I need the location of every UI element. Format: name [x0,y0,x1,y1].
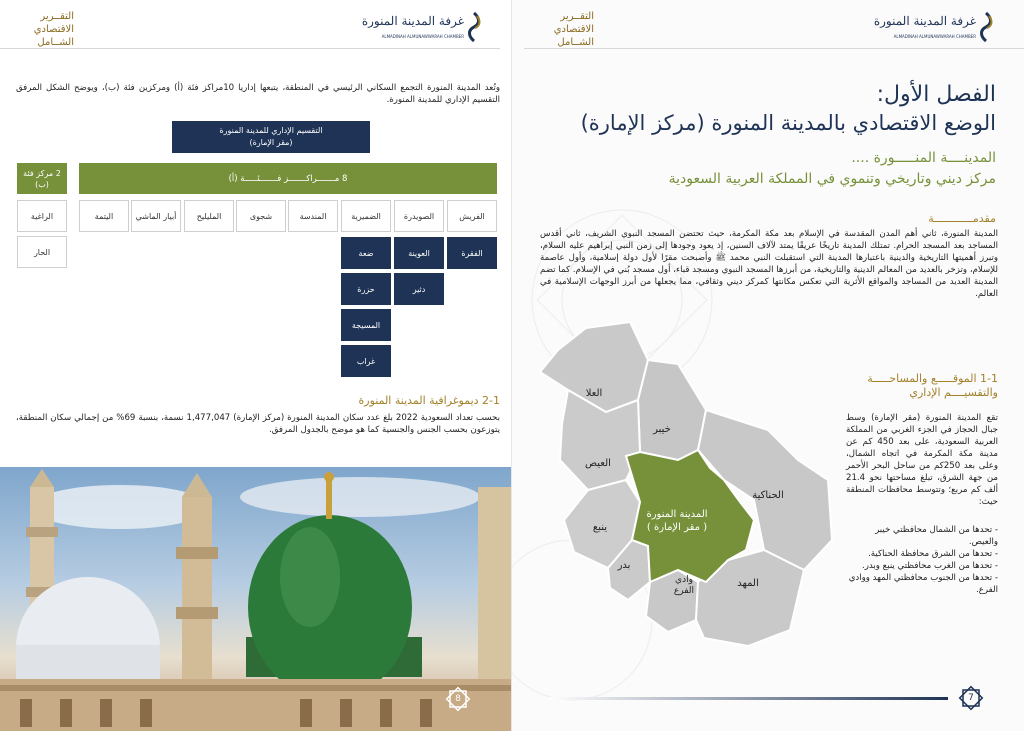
page-number-badge [445,686,471,712]
logo-text: غرفة المدينة المنورة [361,14,464,28]
chart-subitem-box: العوينة [394,237,444,269]
map-label-ais: العيص [585,458,611,469]
chart-subitem-box: الفقرة [447,237,497,269]
chart-subitem-box: ضعة [341,237,391,269]
chart-item-box: المندسة [288,200,338,232]
chart-item-box: الفريش [447,200,497,232]
borders-list [846,524,998,596]
chapter-title: الفصل الأول: [876,82,996,107]
report-title [24,10,74,49]
location-heading-line: 1-1 الموقـــــع والمساحـــــة [867,372,998,385]
tagline-2: مركز ديني وتاريخي وتنموي في المملكة العربية السعودية [668,171,996,187]
page-number: 7 [968,693,974,703]
map-region-khaybar [638,360,706,460]
chart-item-box: الراغية [17,200,67,232]
report-title [544,10,594,49]
prophet-mosque-illustration [0,467,512,731]
map-label-badr: بدر [617,560,631,571]
intro-paragraph: وتُعد المدينة المنورة التجمع السكاني الرئيسي في المنطقة، يتبعها إداريا 10مراكز فئة (أ) ومركزين فئة (ب)، ويوضح الشكل المرفق التقسيم الإداري للمدينة المنورة. [16,83,500,105]
chart-item-box: اليتمة [79,200,129,232]
chart-subitem-box: حزرة [341,273,391,305]
map-label-ula: العلا [585,388,603,399]
tagline-1: المدينــــة المنـــــورة .... [851,150,996,166]
report-title-line: الشــامل [37,37,74,48]
chamber-emblem-icon [978,12,994,42]
chamber-logo [361,10,482,46]
chart-item-box: الضميرية [341,200,391,232]
chart-subitem-box: دثير [394,273,444,305]
intro-heading: مقدمــــــــــــة [928,212,996,225]
footer-bar [548,697,948,700]
chart-subitem-box: المسيجة [341,309,391,341]
map-label-mahd: المهد [737,578,759,589]
borders-list-item: - تحدها من الجنوب محافظتي المهد ووادي الفرع. [848,573,998,595]
chart-item-box: الصويدرة [394,200,444,232]
location-paragraph: تقع المدينة المنورة (مقر الإمارة) وسط جبال الحجاز في الجزء الغربي من المملكة العربية السعودية، على بعد 450 كم عن مدينة مكة المكرمة في اتجاه الشمال، وعلى بعد 250كم من ساحل البحر الأحمر من جهة الشرق، تبلغ مساحتها نحو 21.4 ألف كم مربع؛ وتتوسط محافظات المنطقة حيث: [846,413,998,507]
right-page [512,0,1024,731]
borders-list-item: - تحدها من الشمال محافظتي خيبر والعيص. [875,525,998,547]
chamber-emblem-icon [466,12,482,42]
section-paragraph: بحسب تعداد السعودية 2022 بلغ عدد سكان المدينة المنورة (مركز الإمارة) 1,477,047 نسمة، بنسبة 69% من إجمالي سكان المنطقة، يتوزعون بحسب الجنس والجنسية كما هو موضح بالجدول المرفق. [16,413,500,435]
report-title-line: الاقتصادي [33,24,74,35]
section-title: 2-1 ديموغرافية المدينة المنورة [358,394,500,407]
map-label-madinah: المدينة المنورة ( مقر الإمارة ) [646,509,708,533]
chart-subitem-box: غراب [341,345,391,377]
borders-list-item: - تحدها من الغرب محافظتي ينبع وبدر. [862,561,998,571]
chart-item-box: شجوى [236,200,286,232]
chart-group-a-box: 8 مـــــــراكـــــــز فـــــــئـــــة (أ) [79,163,497,194]
report-title-line: الاقتصادي [553,24,594,35]
chapter-subtitle: الوضع الاقتصادي بالمدينة المنورة (مركز الإمارة) [580,111,996,135]
borders-list-item: - تحدها من الشرق محافظة الحناكية. [868,549,998,559]
prophet-mosque-photo [0,467,512,731]
chart-group-b-box: 2 مركز فئة (ب) [17,163,67,194]
report-title-line: التقــرير [560,11,594,22]
logo-subtext: ALMADINAH ALMUNAWWARAH CHAMBER [893,34,976,39]
report-title-line: التقــرير [40,11,74,22]
intro-paragraph: المدينة المنورة، ثاني أهم المدن المقدسة في الإسلام بعد مكة المكرمة، حيث تحتضن المسجد النبوي الشريف، ثاني أقدس المساجد بعد المسجد الحرام. تمتلك المدينة تاريخًا عريقًا يمتد لآلاف السنين، إذ يعود وجودها إلى زمن النبي إبراهيم عليه السلام، وتبرز أهميتها التاريخية والدينية باعتبارها المدينة التي استقبلت النبي محمد ﷺ وأصبحت مقرًا لأول دولة إسلامية، وأول عاصمة للإسلام، وتزخر بالعديد من المعالم الدينية والتاريخية، من أبرزها المسجد النبوي ومسجد قباء، أول مسجد بُني في الإسلام. كما تضم المدينة العديد من المساجد والمواقع الأثرية التي تعكس مكانتها كمركز ديني وثقافي، مما يجعلها من أبرز الوجهات الإسلامية في العالم. [540,229,998,299]
map-label-hanakiyah: الحناكية [752,490,784,501]
location-heading-line: والتقسيــــم الإداري [909,386,998,399]
location-heading [846,372,998,400]
logo-subtext: ALMADINAH ALMUNAWWARAH CHAMBER [381,34,464,39]
chart-root-box: التقسيم الإداري للمدينة المنورة (مقر الإمارة) [172,121,370,153]
header-divider [524,48,1024,49]
map-label-wadi-fura: وادي الفرع [673,575,695,596]
header-divider [0,48,500,49]
map-label-khaybar: خيبر [653,424,671,435]
chart-item-box: الحار [17,236,67,268]
chamber-logo [873,10,994,46]
page-number: 8 [455,694,461,704]
logo-text: غرفة المدينة المنورة [873,14,976,28]
page-number-badge [958,685,984,711]
map-label-yanbu: ينبع [592,522,608,533]
region-map [528,320,838,650]
chart-item-box: المليليح [184,200,234,232]
report-title-line: الشــامل [557,37,594,48]
chart-item-box: أبيار الماشي [131,200,181,232]
